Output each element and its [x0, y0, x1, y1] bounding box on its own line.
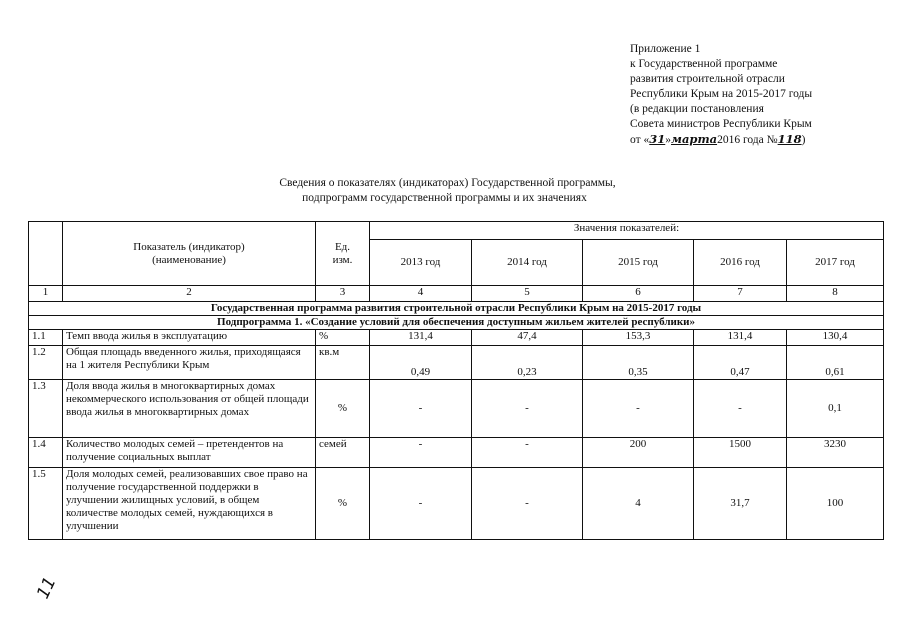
heading-line-2: подпрограмм государственной программы и их значениях: [302, 192, 587, 204]
row-value: 1500: [694, 438, 787, 468]
row-value: 153,3: [583, 330, 694, 346]
appendix-date-line: [630, 132, 900, 148]
date-suffix: 2016 года №: [717, 134, 778, 146]
row-number: 1.3: [29, 380, 63, 438]
header-values-group: Значения показателей:: [370, 222, 884, 240]
appendix-line: к Государственной программе: [630, 58, 778, 70]
row-unit: кв.м: [316, 346, 370, 380]
row-value: 3230: [787, 438, 884, 468]
header-year: 2015 год: [583, 240, 694, 286]
heading-line-1: Сведения о показателях (индикаторах) Государственной программы,: [279, 177, 616, 189]
row-value: -: [370, 468, 472, 540]
header-row: [29, 222, 884, 240]
handwritten-day: 31: [649, 132, 666, 146]
table-row: [29, 346, 884, 380]
row-unit: %: [316, 380, 370, 438]
table-row: [29, 468, 884, 540]
row-indicator: Доля молодых семей, реализовавших свое право на получение государственной поддержки в улучшении жилищных условий, в общем количестве молодых семей, нуждающихся в улучшении: [63, 468, 316, 540]
row-indicator: Темп ввода жилья в эксплуатацию: [63, 330, 316, 346]
row-indicator: Доля ввода жилья в многоквартирных домах некоммерческого использования от общей площади ввода жилья в многоквартирных домах: [63, 380, 316, 438]
appendix-line: развития строительной отрасли: [630, 73, 785, 85]
row-unit: %: [316, 468, 370, 540]
column-number: 8: [787, 286, 884, 302]
row-value: -: [472, 380, 583, 438]
row-number: 1.5: [29, 468, 63, 540]
row-value: 0,23: [472, 346, 583, 380]
header-indicator: Показатель (индикатор) (наименование): [63, 222, 316, 286]
table-row: [29, 380, 884, 438]
indicators-table: [28, 221, 884, 540]
appendix-line: Приложение 1: [630, 43, 701, 55]
row-value: -: [694, 380, 787, 438]
date-prefix: от «: [630, 134, 650, 146]
handwritten-month: марта: [671, 132, 718, 146]
row-value: 131,4: [694, 330, 787, 346]
row-indicator: Количество молодых семей – претендентов на получение социальных выплат: [63, 438, 316, 468]
header-unit: Ед. изм.: [316, 222, 370, 286]
row-unit: %: [316, 330, 370, 346]
column-number: 2: [63, 286, 316, 302]
header-year: 2016 год: [694, 240, 787, 286]
row-value: -: [370, 438, 472, 468]
row-value: 47,4: [472, 330, 583, 346]
row-value: 100: [787, 468, 884, 540]
row-value: 0,1: [787, 380, 884, 438]
row-value: 200: [583, 438, 694, 468]
column-number: 4: [370, 286, 472, 302]
program-title-row: [29, 302, 884, 316]
header-number-cell: [29, 222, 63, 286]
subprogram-title-row: [29, 316, 884, 330]
date-close: ): [801, 134, 806, 146]
header-year: 2017 год: [787, 240, 884, 286]
row-value: 31,7: [694, 468, 787, 540]
subprogram-title: Подпрограмма 1. «Создание условий для обеспечения доступным жильем жителей республики»: [29, 316, 884, 330]
handwritten-number: 118: [777, 132, 802, 146]
appendix-line: (в редакции постановления: [630, 103, 764, 115]
row-unit: семей: [316, 438, 370, 468]
row-value: 4: [583, 468, 694, 540]
column-number: 6: [583, 286, 694, 302]
date-mid: »: [665, 134, 672, 146]
row-value: -: [370, 380, 472, 438]
appendix-stamp: [630, 42, 900, 148]
appendix-line: Совета министров Республики Крым: [630, 118, 812, 130]
appendix-line: Республики Крым на 2015-2017 годы: [630, 88, 813, 100]
column-numbering-row: [29, 286, 884, 302]
row-value: 130,4: [787, 330, 884, 346]
header-year: 2014 год: [472, 240, 583, 286]
column-number: 7: [694, 286, 787, 302]
row-indicator: Общая площадь введенного жилья, приходящаяся на 1 жителя Республики Крым: [63, 346, 316, 380]
column-number: 5: [472, 286, 583, 302]
column-number: 3: [316, 286, 370, 302]
header-year: 2013 год: [370, 240, 472, 286]
program-title: Государственная программа развития строительной отрасли Республики Крым на 2015-2017 годы: [29, 302, 884, 316]
row-number: 1.1: [29, 330, 63, 346]
table-row: [29, 330, 884, 346]
row-value: 0,35: [583, 346, 694, 380]
row-value: -: [472, 468, 583, 540]
row-value: 0,47: [694, 346, 787, 380]
row-value: 0,49: [370, 346, 472, 380]
page-folio: 11: [33, 573, 61, 603]
document-heading: [0, 176, 905, 206]
row-value: 0,61: [787, 346, 884, 380]
row-value: -: [472, 438, 583, 468]
row-number: 1.4: [29, 438, 63, 468]
row-value: 131,4: [370, 330, 472, 346]
column-number: 1: [29, 286, 63, 302]
row-number: 1.2: [29, 346, 63, 380]
table-row: [29, 438, 884, 468]
row-value: -: [583, 380, 694, 438]
